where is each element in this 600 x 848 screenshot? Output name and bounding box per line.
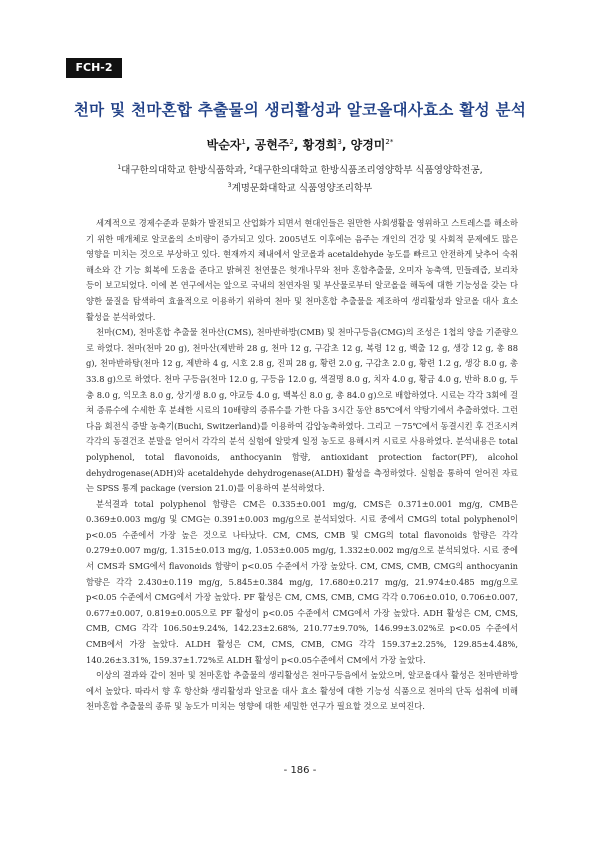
session-badge: FCH-2 xyxy=(66,58,122,78)
author-name: 양경미 xyxy=(350,138,386,152)
affiliations xyxy=(0,160,600,196)
abstract-paragraph: 이상의 결과와 같이 천마 및 천마혼합 추출물의 생리활성은 천마구등음에서 높았으며, 알코올대사 활성은 천마반하방에서 높았다. 따라서 향 후 항산화 생리활성과 알코올 대사 효소 활성에 대한 기능성 식품으로 천마의 단독 섭취에 비해 천마혼합 추출물의 종류 및 농도가 미치는 영향에 대한 세밀한 연구가 필요할 것으로 보여진다. xyxy=(86,670,518,712)
author-affil-mark: 1 xyxy=(241,138,246,146)
page-number: - 186 - xyxy=(283,765,317,776)
author-name: 황경희 xyxy=(302,138,338,152)
author-affil-mark: 2 xyxy=(289,138,294,146)
abstract-body xyxy=(86,216,518,715)
author-affil-mark: 2* xyxy=(385,138,394,146)
abstract-paragraph: 분석결과 total polyphenol 함량은 CM은 0.335±0.001 mg/g, CMS은 0.371±0.001 mg/g, CMB은 0.369±0.003 mg/g 및 CMG는 0.391±0.003 mg/g으로 분석되었다. 시료 중에서 CMG의 total polyphenol이 p<0.05 수준에서 가장 높은 것으로 나타났다. CM, CMS, CMB 및 CMG의 total flavonoids 함량은 각각 0.279±0.007 mg/g, 1.315±0.013 mg/g, 1.053±0.005 mg/g, 1.332±0.002 mg/g으로 분석되었다. 시료 중에서 CMS과 SMG에서 flavonoids 함량이 p<0.05 수준에서 가장 높았다. CM, CMS, CMB, CMG의 anthocyanin 함량은 각각 2.430±0.119 mg/g, 5.845±0.384 mg/g, 17.680±0.217 mg/g, 21.974±0.485 mg/g으로 p<0.05 수준에서 CMG에서 가장 높았다. PF 활성은 CM, CMS, CMB, CMG 각각 0.706±0.010, 0.706±0.007, 0.677±0.007, 0.819±0.005으로 PF 활성이 p<0.05 수준에서 CMG에서 가장 높았다. ADH 활성은 CM, CMS, CMB, CMG 각각 106.50±9.24%, 142.23±2.68%, 210.77±9.70%, 146.99±3.02%로 p<0.05 수준에서 CMB에서 가장 높았다. ALDH 활성은 CM, CMS, CMB, CMG 각각 159.37±2.25%, 129.85±4.48%, 140.26±3.31%, 159.37±1.72%로 ALDH 활성이 p<0.05수준에서 CM에서 가장 높았다. xyxy=(86,498,518,665)
abstract-paragraph: 천마(CM), 천마혼합 추출물 천마산(CMS), 천마반하방(CMB) 및 천마구등음(CMG)의 조성은 1첩의 양을 기준량으로 하였다. 천마(천마 20 g), 천마산(제반하 28 g, 천마 12 g, 구감초 12 g, 복령 12 g, 백출 12 g, 생강 12 g, 총 88 g), 천마반하탕(천마 12 g, 제반하 4 g, 시호 2.8 g, 진피 28 g, 황련 2.0 g, 구감초 2.0 g, 황련 1.2 g, 생강 8.0 g, 총 33.8 g)으로 하였다. 천마 구등음(천마 12.0 g, 구등음 12.0 g, 색결명 8.0 g, 치자 4.0 g, 황금 4.0 g, 반하 8.0 g, 두충 8.0 g, 익모초 8.0 g, 상기생 8.0 g, 야교등 4.0 g, 백복신 8.0 g, 총 84.0 g)으로 배합하였다. 시료는 각각 3회에 걸쳐 증류수에 수세한 후 분쇄한 시료의 10배량의 증류수를 가한 다음 3시간 동안 85℃에서 약탕기에서 추출하였다. 그런 다음 회전식 증발 농축기(Buchi, Switzerland)를 이용하여 감압농축하였다. 그리고 －75℃에서 동결시킨 후 건조시켜 각각의 동결건조 분말을 얻어서 각각의 분석 실험에 알맞게 일정 농도로 용해시켜 시료로 사용하였다. 분석내용은 total polyphenol, total flavonoids, anthocyanin 함량, antioxidant protection factor(PF), alcohol dehydrogenase(ADH)와 acetaldehyde dehydrogenase(ALDH) 활성을 측정하였다. 실험을 통하여 얻어진 자료는 SPSS 통계 package (version 21.0)를 이용하여 분석하였다. xyxy=(86,327,518,494)
paper-title: 천마 및 천마혼합 추출물의 생리활성과 알코올대사효소 활성 분석 xyxy=(73,101,527,119)
affiliation-line: $^3$계명문화대학교 식품영양조리학부 xyxy=(227,182,373,195)
affiliation-line: $^1$대구한의대학교 한방식품학과, $^2$대구한의대학교 한방식품조리영양학부 식품영양학전공, xyxy=(117,164,483,177)
author-name: 박순자 xyxy=(206,138,242,152)
author-name: 공현주 xyxy=(254,138,290,152)
author-affil-mark: 3 xyxy=(337,138,342,146)
author-list: 박순자$^1$, 공현주$^2$, 황경희$^3$, 양경미$^{2*}$ xyxy=(206,138,394,152)
abstract-paragraph: 세계적으로 경제수준과 문화가 발전되고 산업화가 되면서 현대인들은 원만한 사회생활을 영위하고 스트레스를 해소하기 위한 매개체로 알코올의 소비량이 증가되고 있다. 2005년도 이후에는 음주는 개인의 건강 및 사회적 문제에도 많은 영향을 미치는 것으로 부상하고 있다. 현재까지 체내에서 알코올과 acetaldehyde 농도를 빠르고 안전하게 낮추어 숙취 해소와 간 기능 회복에 도움을 준다고 밝혀진 천연물은 헛개나무와 천마 혼합추출물, 오미자 농축액, 민들레즙, 보리차 등이 보고되었다. 이에 본 연구에서는 앞으로 국내의 천연자원 및 부산물로부터 알코올을 해독에 대한 기능성을 갖는 다양한 물질을 탐색하여 효율적으로 이용하기 위하여 천마 및 천마혼합 추출물을 제조하여 생리활성과 알코올 대사 효소 활성을 분석하였다. xyxy=(86,218,518,322)
